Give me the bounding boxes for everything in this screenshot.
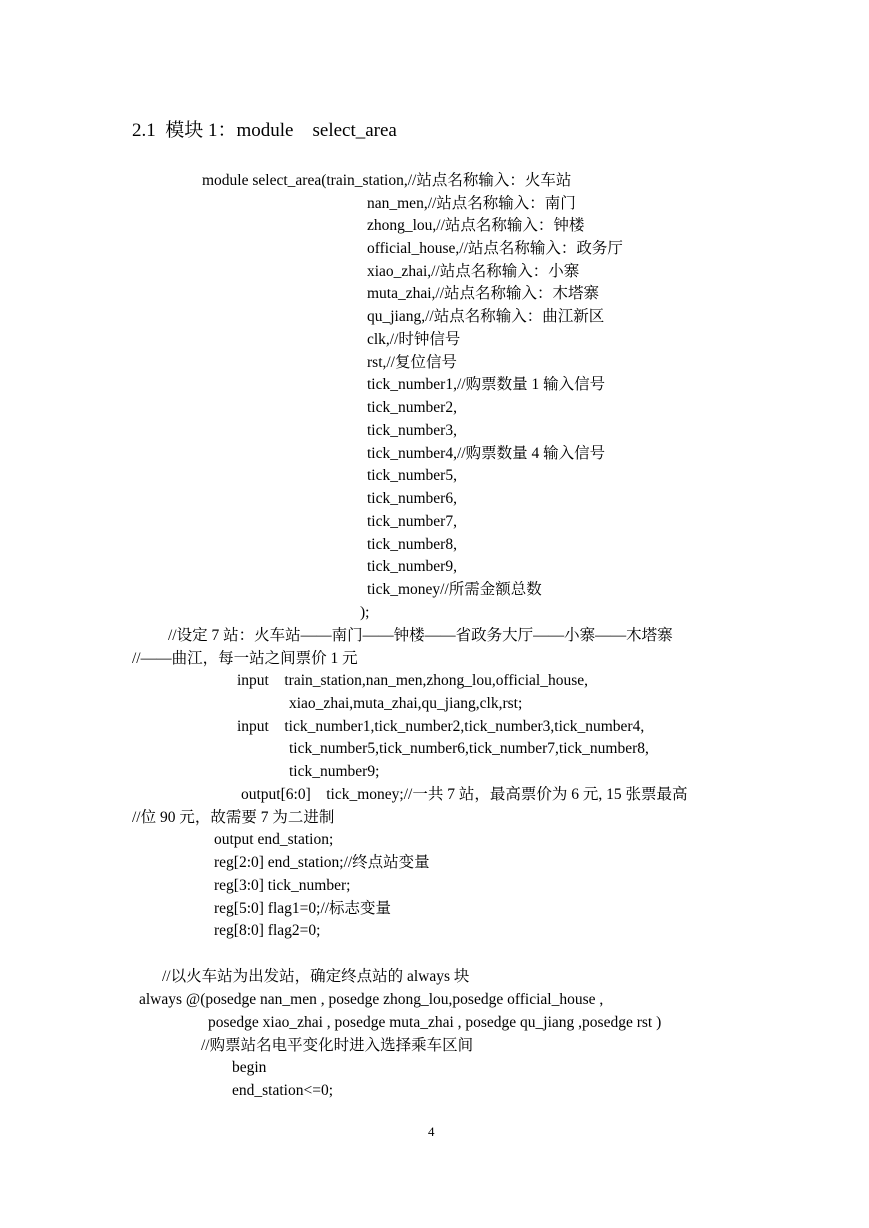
code-line: reg[5:0] flag1=0;//标志变量 [214,900,392,917]
code-line: zhong_lou,//站点名称输入：钟楼 [367,217,585,234]
code-comment: //购票站名电平变化时进入选择乘车区间 [201,1037,474,1054]
code-line: tick_number4,//购票数量 4 输入信号 [367,445,606,462]
code-line: ); [360,604,370,621]
code-line: module select_area(train_station,//站点名称输入：火车站 [202,172,572,189]
code-line: tick_number5, [367,467,457,484]
code-line: output end_station; [214,831,334,848]
code-line: official_house,//站点名称输入：政务厅 [367,240,623,257]
code-line: begin [232,1059,267,1076]
section-heading: 2.1 模块 1：module select_area [132,120,397,141]
code-line: output[6:0] tick_money;//一共 7 站，最高票价为 6 元, 15 张票最高 [241,786,688,803]
code-line: reg[3:0] tick_number; [214,877,351,894]
code-line: tick_number9; [289,763,380,780]
code-line: nan_men,//站点名称输入：南门 [367,195,576,212]
code-comment: //设定 7 站：火车站——南门——钟楼——省政务大厅——小寨——木塔寨 [168,627,673,644]
code-line: input tick_number1,tick_number2,tick_number3,tick_number4, [237,718,645,735]
code-line: always @(posedge nan_men , posedge zhong_lou,posedge official_house , [139,991,604,1008]
code-line: muta_zhai,//站点名称输入：木塔寨 [367,285,600,302]
code-line: tick_number9, [367,558,457,575]
code-line: tick_money//所需金额总数 [367,581,542,598]
code-line: tick_number3, [367,422,457,439]
code-line: tick_number2, [367,399,457,416]
code-line: tick_number6, [367,490,457,507]
code-line: end_station<=0; [232,1082,333,1099]
code-line: clk,//时钟信号 [367,331,461,348]
code-line: input train_station,nan_men,zhong_lou,official_house, [237,672,588,689]
code-line: xiao_zhai,muta_zhai,qu_jiang,clk,rst; [289,695,523,712]
code-comment: //以火车站为出发站，确定终点站的 always 块 [162,968,470,985]
page-number: 4 [428,1124,435,1139]
code-comment: //位 90 元，故需要 7 为二进制 [132,809,335,826]
code-line: xiao_zhai,//站点名称输入：小寨 [367,263,580,280]
code-line: rst,//复位信号 [367,354,457,371]
code-line: tick_number5,tick_number6,tick_number7,tick_number8, [289,740,649,757]
code-line: posedge xiao_zhai , posedge muta_zhai , posedge qu_jiang ,posedge rst ) [208,1014,662,1031]
code-line: reg[8:0] flag2=0; [214,922,321,939]
code-line: qu_jiang,//站点名称输入：曲江新区 [367,308,605,325]
code-line: reg[2:0] end_station;//终点站变量 [214,854,430,871]
code-line: tick_number8, [367,536,457,553]
code-comment: //——曲江，每一站之间票价 1 元 [132,650,358,667]
code-line: tick_number1,//购票数量 1 输入信号 [367,376,606,393]
code-line: tick_number7, [367,513,457,530]
